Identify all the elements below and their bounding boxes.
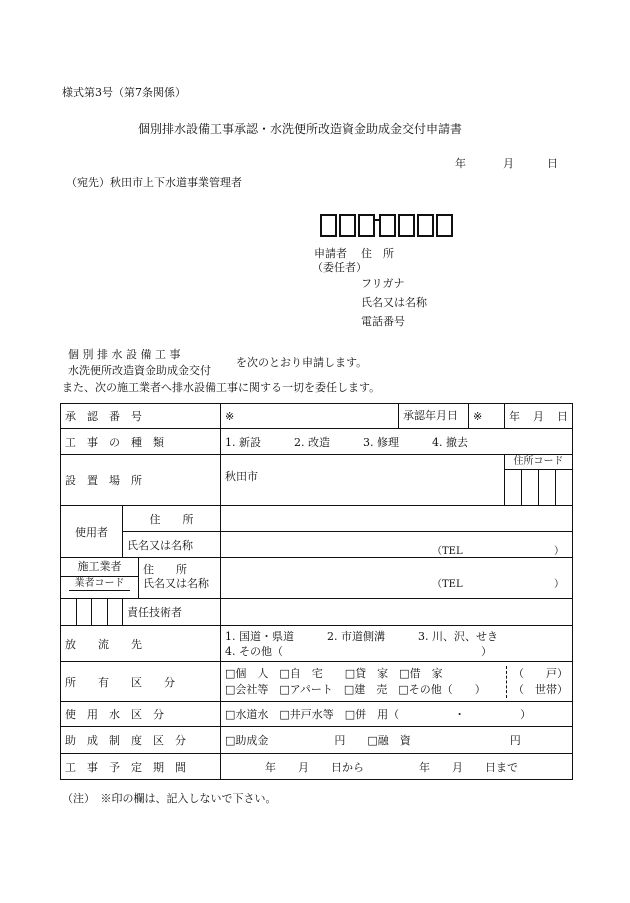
work-period-label: 工 事 予 定 期 間	[61, 754, 221, 780]
work-type-row	[61, 429, 573, 455]
postal-code-box[interactable]	[417, 214, 434, 237]
delegate-label: （委任者）	[312, 261, 367, 274]
request-suffix: を次のとおり申請します。	[236, 356, 368, 369]
date-year-label: 年	[455, 157, 466, 170]
contractor-cell	[61, 558, 221, 599]
discharge-options[interactable]: 1. 国道・県道 2. 市道側溝 3. 川、沢、せき 4. その他（ ）	[221, 626, 573, 662]
request-line-2: 水洗便所改造資金助成金交付	[68, 364, 211, 377]
contractor-row	[61, 558, 573, 599]
approval-number-field[interactable]	[221, 404, 399, 429]
footnote: （注） ※印の欄は、記入しないで下さい。	[62, 792, 277, 805]
applicant-name-label: 氏名又は名称	[361, 296, 427, 309]
work-type-label: 工 事 の 種 類	[61, 429, 221, 455]
approval-number-label: 承 認 番 号	[61, 404, 221, 429]
subsidy-type-options[interactable]: □助成金 円 □融 資 円	[221, 727, 573, 754]
form-number: 様式第3号（第7条関係）	[62, 86, 186, 99]
addressee: （宛先）秋田市上下水道事業管理者	[66, 176, 242, 189]
approval-date-field[interactable]: 年 月 日	[505, 404, 573, 429]
contractor-label: 施工業者	[61, 558, 138, 577]
ownership-label: 所 有 区 分	[61, 662, 221, 702]
postal-code-box[interactable]	[436, 214, 453, 237]
user-label: 使用者	[61, 506, 123, 558]
work-period-field[interactable]: 年 月 日から 年 月 日まで	[221, 754, 573, 780]
furigana-label: フリガナ	[361, 277, 405, 290]
engineer-label: 責任技術者	[123, 599, 221, 626]
request-line-1: 個 別 排 水 設 備 工 事	[68, 348, 181, 361]
applicant-label: 申請者	[314, 247, 347, 260]
user-name-field[interactable]: （TEL ）	[221, 532, 573, 558]
user-name-label: 氏名又は名称	[123, 532, 221, 558]
contractor-address-label: 住 所	[143, 563, 187, 576]
ownership-row	[61, 662, 573, 702]
address-code-cell[interactable]	[505, 455, 573, 506]
water-source-options[interactable]: □水道水 □井戸水等 □併 用（ ・ ）	[221, 702, 573, 727]
contractor-name-label: 氏名又は名称	[143, 577, 209, 590]
postal-code-box[interactable]	[358, 214, 375, 237]
application-table	[60, 403, 573, 780]
subsidy-row	[61, 727, 573, 754]
discharge-label: 放 流 先	[61, 626, 221, 662]
work-type-options[interactable]: 1. 新設 2. 改造 3. 修理 4. 撤去	[221, 429, 573, 455]
contractor-code-grid[interactable]	[61, 599, 123, 626]
contractor-code-label: 業者コード	[69, 577, 130, 591]
user-address-field[interactable]	[221, 506, 573, 532]
address-code-grid[interactable]	[505, 470, 572, 505]
user-name-row	[61, 532, 573, 558]
date-month-label: 月	[503, 157, 514, 170]
location-row	[61, 455, 573, 506]
postal-code-box[interactable]	[379, 214, 396, 237]
subsidy-type-label: 助 成 制 度 区 分	[61, 727, 221, 754]
office-use-mark: ※	[473, 409, 483, 423]
applicant-address-label: 住 所	[361, 247, 394, 260]
ownership-options[interactable]: □個 人 □自 宅 □貸 家 □借 家 □会社等 □アパート □建 売 □その他（ ） （ 戸） （ 世帯）	[221, 662, 573, 702]
water-source-label: 使 用 水 区 分	[61, 702, 221, 727]
location-label: 設 置 場 所	[61, 455, 221, 506]
postal-code-box[interactable]	[320, 214, 337, 237]
engineer-row	[61, 599, 573, 626]
discharge-row	[61, 626, 573, 662]
applicant-phone-label: 電話番号	[361, 315, 405, 328]
delegation-statement: また、次の施工業者へ排水設備工事に関する一切を委任します。	[62, 381, 381, 394]
office-use-mark: ※	[225, 409, 235, 423]
water-row	[61, 702, 573, 727]
contractor-field[interactable]: （TEL ）	[221, 558, 573, 599]
engineer-field[interactable]	[221, 599, 573, 626]
postal-code-box[interactable]	[398, 214, 415, 237]
postal-code-box[interactable]	[339, 214, 356, 237]
approval-date-label: 承認年月日 ※	[399, 404, 505, 429]
date-day-label: 日	[547, 157, 558, 170]
user-address-label: 住 所	[123, 506, 221, 532]
address-code-label: 住所コード	[505, 455, 572, 470]
approval-row	[61, 404, 573, 429]
form-title: 個別排水設備工事承認・水洗便所改造資金助成金交付申請書	[138, 122, 463, 136]
period-row	[61, 754, 573, 780]
location-field[interactable]: 秋田市	[221, 455, 505, 506]
user-address-row	[61, 506, 573, 532]
